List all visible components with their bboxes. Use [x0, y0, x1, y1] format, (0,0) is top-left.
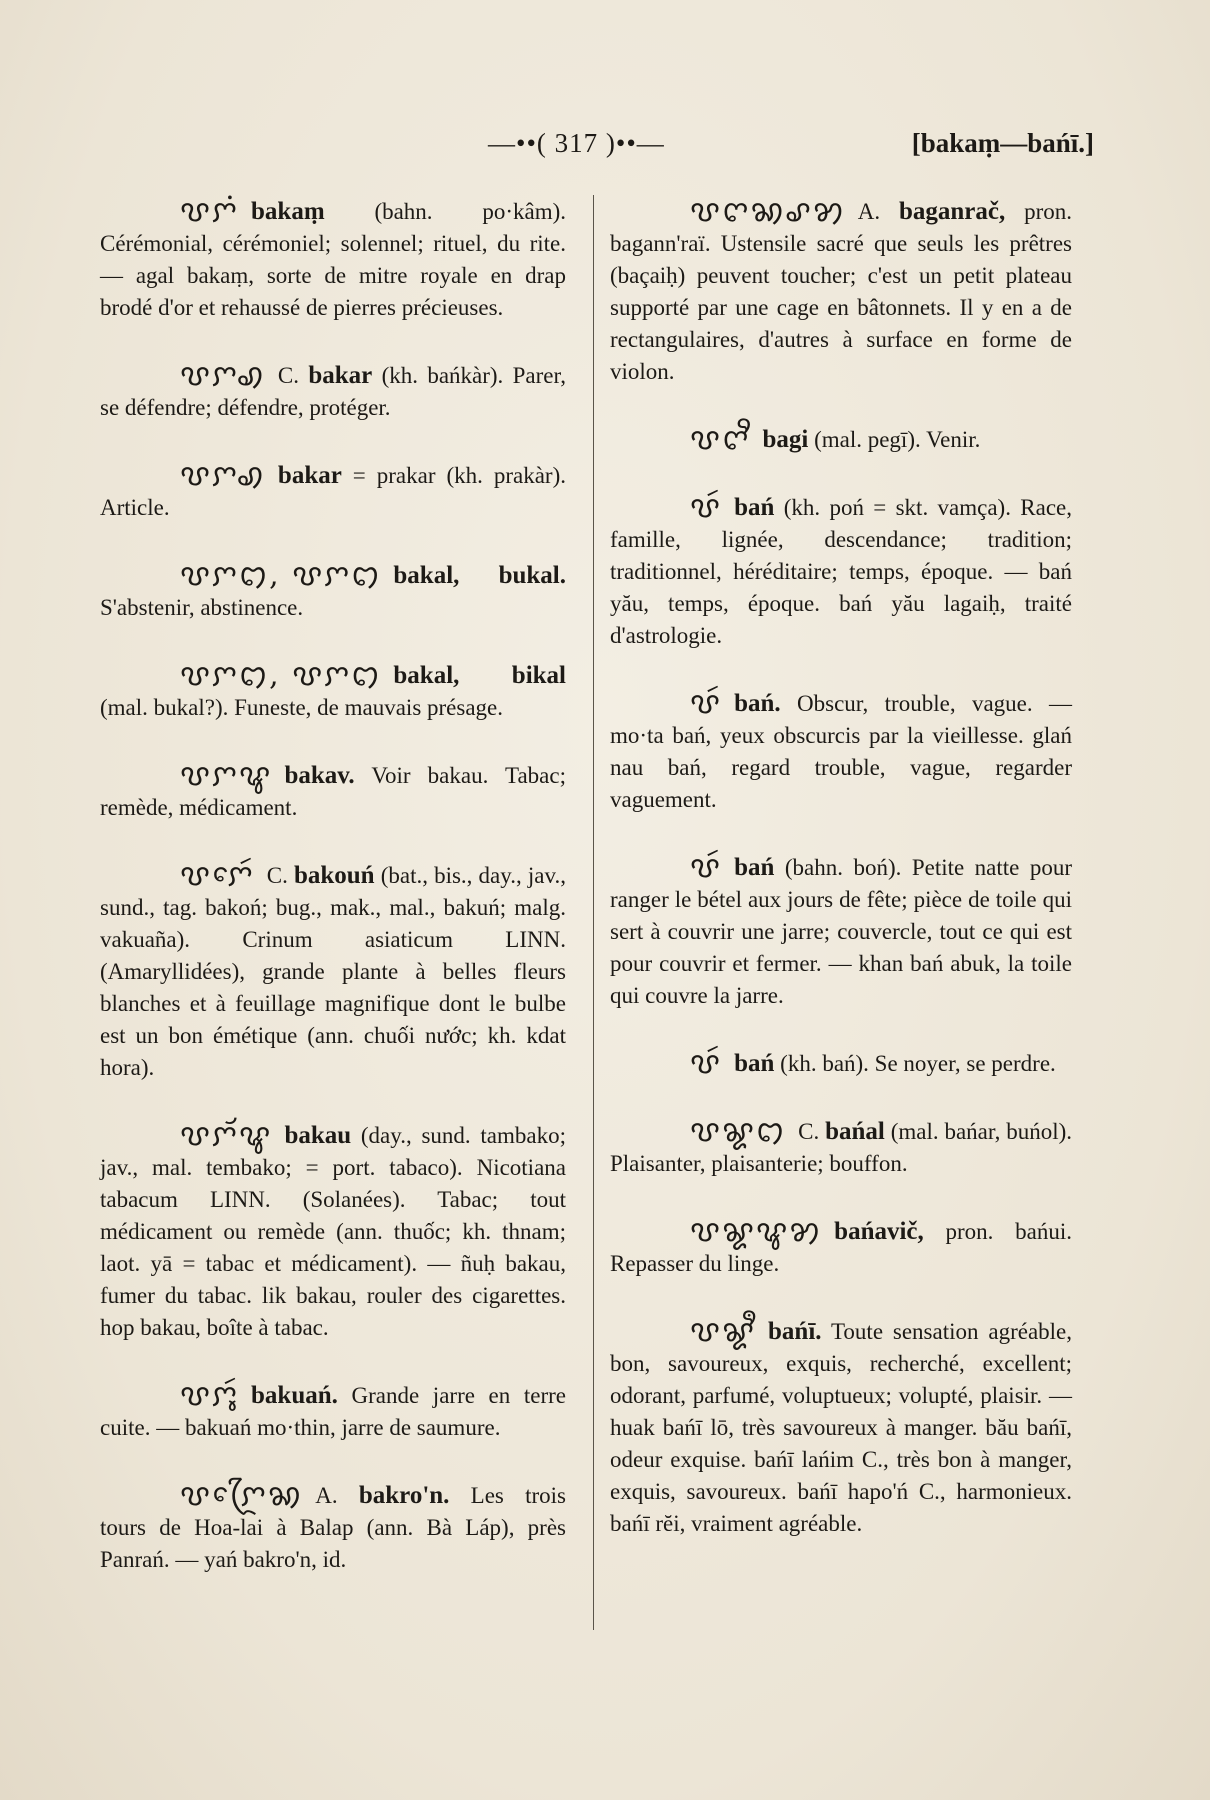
headword: bakar — [308, 362, 373, 389]
headword: bakal, bukal. — [393, 562, 566, 589]
definition: (bat., bis., day., jav., sund., tag. bakoń; bug., mak., mal., bakuń; malg. vakuaña). Crinum asiaticum LINN. (Amaryllidées), grande plante à belles fleurs blanches et à feuillage magnifique dont le bulbe est un bon émétique (ann. chuối nước; kh. kdat hora). — [100, 863, 566, 1080]
headword: bań — [734, 854, 775, 881]
entry-prefix: C. — [798, 1119, 826, 1144]
dictionary-entry — [100, 760, 566, 824]
cham-script: ꨝꨘꨥꩄ — [690, 1214, 823, 1249]
definition: (kh. bańkàr). Parer, se défendre; défendre, protéger. — [100, 363, 566, 420]
definition: (bahn. boń). Petite natte pour ranger le bétel aux jours de fête; pièce de toile qui sert à couvrir une jarre; couvercle, tout ce qui est pour couvrir et fermer. — khan bań abuk, la toile qui couvre la jarre. — [610, 855, 1072, 1008]
cham-script: ꨝꨆꨮꨥ — [180, 1118, 273, 1153]
definition: Grande jarre en terre cuite. — bakuań mo·thin, jarre de saumure. — [100, 1383, 566, 1440]
dictionary-entry — [610, 424, 1072, 456]
entry-prefix: A. — [315, 1483, 359, 1508]
cham-script: ꨝꨆꨶꩃ — [180, 1378, 240, 1413]
cham-script: ꨝꨘꨫ — [690, 1314, 757, 1349]
dictionary-entry — [610, 1116, 1072, 1180]
dictionary-entry — [100, 360, 566, 424]
headword: bań — [734, 494, 775, 521]
dictionary-entry — [100, 196, 566, 324]
dictionary-entry — [610, 196, 1072, 388]
definition: (bahn. po·kâm). Cérémonial, cérémoniel; solennel; rituel, du rite. — agal bakaṃ, sorte de mitre royale en drap brodé d'or et rehaussé de pierres précieuses. — [100, 199, 566, 320]
definition: Voir bakau. Tabac; remède, médicament. — [100, 763, 566, 820]
headword: bakav. — [284, 762, 355, 789]
headword: bagi — [762, 426, 809, 453]
cham-script: ꨝꨆꩊ, ꨝꨆꩊ — [180, 658, 382, 693]
headword: bań. — [734, 690, 781, 717]
dictionary-entry — [100, 460, 566, 524]
cham-script: ꨝꩃ — [690, 1046, 723, 1081]
dictionary-entry — [610, 1048, 1072, 1080]
dictionary-entry — [100, 660, 566, 724]
cham-script: ꨝꨈꩆꨣꩄ — [690, 194, 846, 229]
definition: (mal. pegī). Venir. — [808, 427, 981, 452]
definition: (mal. bukal?). Funeste, de mauvais présage. — [100, 695, 504, 720]
headword: bakro'n. — [358, 1482, 450, 1509]
headword: bakouń — [293, 862, 375, 889]
dictionary-entry — [100, 560, 566, 624]
definition: pron. bagann'raï. Ustensile sacré que seuls les prêtres (baçaiḥ) peuvent toucher; c'est un petit plateau supporté par une cage en bâtonnets. Il y en a de rectangulaires, d'autres à surface en forme de violon. — [610, 199, 1072, 384]
cham-script: ꨝꨈꨪ — [690, 422, 751, 457]
definition: Obscur, trouble, vague. — mo·ta bań, yeux obscurcis par la vieillesse. glań nau bań, regard trouble, vague, regarder vaguement. — [610, 691, 1072, 812]
dictionary-entry — [100, 860, 566, 1084]
cham-script: ꨝꩃ — [690, 490, 723, 525]
headword: bańal — [825, 1118, 885, 1145]
cham-script: ꨝꨆꩉ — [180, 458, 266, 493]
entry-prefix: C. — [266, 863, 294, 888]
dictionary-entry — [100, 1480, 566, 1576]
dictionary-entry — [100, 1120, 566, 1344]
headword: bakar — [277, 462, 342, 489]
definition: S'abstenir, abstinence. — [100, 595, 304, 620]
cham-script: ꨝꨆꩌ — [180, 194, 240, 229]
definition: Les trois tours de Hoa-lai à Balap (ann. Bà Láp), près Panrań. — yań bakro'n, id. — [100, 1483, 566, 1572]
definition: pron. bańui. Repasser du linge. — [610, 1219, 1072, 1276]
headword: bańī. — [768, 1318, 822, 1345]
headword: bańavič, — [834, 1218, 924, 1245]
right-column — [610, 196, 1072, 1576]
definition: (kh. bań). Se noyer, se perdre. — [774, 1051, 1056, 1076]
cham-script: ꨝꩃ — [690, 850, 723, 885]
definition: = prakar (kh. prakàr). Article. — [100, 463, 566, 520]
cham-script: ꨝꨆꩉ — [180, 358, 266, 393]
cham-script: ꨝꨆꩊ, ꨝꨆꩊ — [180, 558, 382, 593]
dictionary-entry — [610, 1216, 1072, 1280]
dictionary-entry — [610, 852, 1072, 1012]
entry-prefix: A. — [857, 199, 899, 224]
cham-script: ꨝꨆꨯꩃ — [180, 858, 255, 893]
dictionary-entry — [610, 1316, 1072, 1540]
headword: bakal, bikal — [393, 662, 566, 689]
headword: bakau — [284, 1122, 352, 1149]
headword: bań — [734, 1050, 775, 1077]
left-column — [100, 196, 566, 1612]
headword: bakaṃ — [251, 198, 325, 225]
running-head: [bakaṃ—bańī.] — [911, 128, 1094, 158]
cham-script: ꨝꨆꨥ — [180, 758, 273, 793]
dictionary-entry — [100, 1380, 566, 1444]
definition: Toute sensation agréable, bon, savoureux, exquis, recherché, excellent; odorant, parfumé, voluptueux; volupté, plaisir. — huak bańī lō, très savoureux à manger. bău bańī, odeur exquise. bańī lańim C., très bon à manger, exquis, savoureux. bańī hapo'ń C., harmonieux. bańī rĕi, vraiment agréable. — [610, 1319, 1072, 1536]
cham-script: ꨝꨘꩊ — [690, 1114, 787, 1149]
definition: (day., sund. tambako; jav., mal. tembako; = port. tabaco). Nicotiana tabacum LINN. (Solanées). Tabac; tout médicament ou remède (ann. thuốc; kh. thnam; laot. yā = tabac et médicament). — ñuḥ bakau, fumer du tabac. lik bakau, rouler des cigarettes. hop bakau, boîte à tabac. — [100, 1123, 566, 1340]
cham-script: ꨝꨆꨴꨯꩆ — [180, 1478, 304, 1513]
definition: (mal. bańar, buńol). Plaisanter, plaisanterie; bouffon. — [610, 1119, 1072, 1176]
dictionary-entry — [610, 688, 1072, 816]
definition: (kh. poń = skt. vamça). Race, famille, lignée, descendance; tradition; traditionnel, héréditaire; temps, époque. — bań yău, temps, époque. bań yău lagaiḥ, traité d'astrologie. — [610, 495, 1072, 648]
headword: bakuań. — [251, 1382, 338, 1409]
entry-prefix: C. — [277, 363, 309, 388]
dictionary-entry — [610, 492, 1072, 652]
page-number: —••( 317 )••— — [488, 128, 665, 158]
page-header — [0, 128, 1210, 168]
cham-script: ꨝꩃ — [690, 686, 723, 721]
headword: baganrač, — [898, 198, 1006, 225]
column-divider — [593, 195, 594, 1630]
